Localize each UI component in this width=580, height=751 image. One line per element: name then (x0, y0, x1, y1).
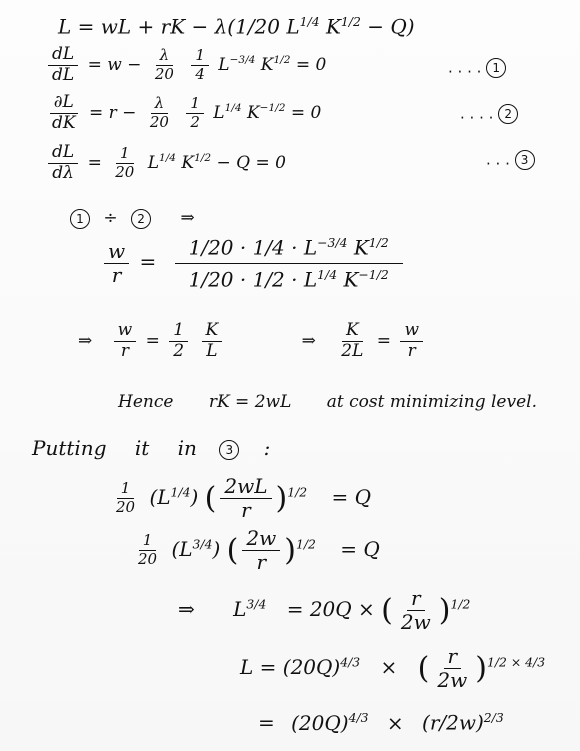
lagrangian-rhs: wL + rK − λ(1/20 L (100, 14, 300, 39)
sub5-base: (20Q) (291, 710, 349, 735)
lagrangian-lhs: L = (58, 14, 95, 39)
eq1-tail: = 0 (290, 54, 327, 75)
sub2-paren-close: ) (212, 537, 221, 561)
eq3-tag: 3 (515, 150, 535, 170)
eq2-dots: . . . . (460, 104, 494, 123)
eq3-k: K (175, 152, 195, 173)
substitution-2 (130, 528, 380, 573)
substitution-5 (258, 710, 504, 735)
eq3-fraction: $\frac{1}{20}$ (115, 144, 135, 181)
simplify-equals: = (145, 330, 160, 351)
sub1-paren-close: ) (190, 485, 199, 509)
eq2-exp1: 1/4 (224, 102, 242, 115)
derivative-dL-dL: $\frac{dL}{dL}$ (48, 46, 78, 85)
ratio-den-exp1: 1/4 (317, 266, 338, 282)
ratio-big-fraction (175, 236, 403, 290)
sub3-arrow: ⇒ (178, 597, 195, 621)
eq3-equals: = (87, 152, 102, 173)
eq2-body: L (213, 102, 225, 123)
sub2-open-bracket: ( (226, 533, 239, 568)
eq2-fraction-lambda: $\frac{\lambda}{20}$ (149, 94, 169, 131)
sub3-open-bracket: ( (381, 593, 393, 628)
equation-1 (44, 46, 326, 85)
simplify-k-over-l: $\frac{K}{L}$ (202, 322, 223, 361)
sub1-tail: = Q (331, 485, 372, 509)
divide-tag-b: 2 (131, 209, 151, 229)
ratio-line (100, 236, 407, 290)
sub1-fraction: $\frac{1}{20}$ (116, 479, 136, 516)
sub4-inner-fraction: $\frac{r}{2w}$ (437, 644, 468, 692)
derivative-dL-dK: $\frac{\partial L}{dK}$ (48, 94, 80, 133)
sub3-close-bracket: ) (438, 593, 451, 628)
eq1-reference (448, 58, 506, 78)
sub3-inner-fraction: $\frac{r}{2w}$ (400, 586, 431, 634)
sub3-mid: = 20Q × (286, 597, 375, 621)
sub5-times: × (386, 710, 404, 735)
divide-line (70, 208, 195, 229)
ratio-num-k: K (347, 235, 369, 260)
hence-note: at cost minimizing level. (326, 392, 537, 412)
divide-arrow: ⇒ (180, 208, 195, 228)
eq2-reference (460, 104, 518, 124)
sub2-close-bracket: ) (284, 533, 296, 568)
sub1-paren: (L (149, 485, 171, 509)
substitution-4 (240, 646, 545, 691)
eq2-exp2: −1/2 (259, 102, 286, 115)
sub2-paren: (L (171, 537, 193, 561)
sub4-lhs: L = (240, 655, 277, 679)
simplify-w-over-r: $\frac{w}{r}$ (114, 322, 137, 361)
sub5-equals: = (258, 710, 275, 735)
sub4-base-exp: 4/3 (340, 654, 361, 670)
equation-2 (44, 94, 321, 133)
sub3-outer-exp: 1/2 (450, 596, 471, 612)
ratio-numerator: 1/20 · 1/4 · L (188, 235, 318, 260)
eq3-exp2: 1/2 (194, 152, 212, 165)
putting-it: it (134, 436, 150, 460)
lagrangian-end: − Q) (360, 14, 415, 39)
simplify-line (78, 322, 427, 361)
simplify-k-over-2l: $\frac{K}{2L}$ (341, 320, 364, 361)
eq1-exp1: −3/4 (229, 54, 256, 67)
eq3-tail: − Q = 0 (211, 152, 286, 173)
sub2-fraction: $\frac{1}{20}$ (138, 531, 158, 568)
ratio-equals: = (139, 249, 157, 274)
lagrangian-k: K (319, 14, 341, 39)
sub1-paren-exp: 1/4 (170, 484, 191, 500)
eq2-equals: = r − (89, 102, 137, 123)
sub1-outer-exp: 1/2 (287, 484, 308, 500)
eq1-body: L (218, 54, 230, 75)
eq1-dots: . . . . (448, 58, 482, 77)
sub5-base-exp: 4/3 (348, 710, 369, 725)
simplify-half: $\frac{1}{2}$ (169, 322, 188, 361)
eq3-reference (486, 150, 535, 170)
simplify-arrow-2: ⇒ (301, 330, 316, 351)
simplify-equals-2: = (376, 330, 392, 351)
sub4-outer-exp: 1/2 × 4/3 (486, 654, 546, 670)
eq2-fraction-half: $\frac{1}{2}$ (186, 96, 204, 131)
sub5-paren-exp: 2/3 (483, 710, 504, 725)
sub1-open-bracket: ( (204, 481, 217, 516)
eq1-fraction-quarter: $\frac{1}{4}$ (191, 48, 209, 83)
putting-tag: 3 (219, 440, 239, 460)
sub2-outer-exp: 1/2 (295, 536, 316, 552)
ratio-num-exp2: 1/2 (368, 235, 389, 250)
derivative-dL-dlambda: $\frac{dL}{d\lambda}$ (48, 144, 78, 183)
lagrangian-line (58, 14, 415, 39)
divide-tag-a: 1 (70, 209, 90, 229)
sub2-tail: = Q (340, 537, 380, 561)
eq2-k: K (241, 102, 260, 123)
equation-3 (44, 144, 286, 183)
sub4-times: × (380, 655, 398, 679)
ratio-denominator: 1/20 · 1/2 · L (188, 267, 318, 292)
eq1-k: K (255, 54, 274, 75)
sub5-paren: (r/2w) (422, 710, 484, 735)
sub4-close-bracket: ) (475, 651, 487, 686)
simplify-arrow: ⇒ (78, 330, 93, 351)
hence-line (118, 392, 537, 412)
ratio-den-k: K (337, 267, 359, 292)
sub1-close-bracket: ) (275, 481, 288, 516)
sub4-base: (20Q) (282, 655, 341, 679)
sub3-lhs: L (233, 597, 247, 621)
ratio-num-exp1: −3/4 (317, 235, 348, 250)
ratio-w-over-r: $\frac{w}{r}$ (104, 241, 129, 286)
putting-word: Putting (32, 436, 107, 460)
substitution-1 (108, 476, 371, 521)
ratio-den-exp2: −1/2 (358, 266, 389, 282)
eq2-tag: 2 (498, 104, 518, 124)
eq1-fraction-lambda: $\frac{\lambda}{20}$ (154, 46, 174, 83)
lagrangian-exp1: 1/4 (299, 14, 320, 29)
simplify-w-over-r-2: $\frac{w}{r}$ (400, 322, 423, 361)
sub2-inner-fraction: $\frac{2w}{r}$ (242, 528, 280, 573)
hence-word: Hence (118, 392, 174, 412)
sub2-paren-exp: 3/4 (192, 536, 213, 552)
eq3-exp1: 1/4 (159, 152, 176, 165)
eq1-exp2: 1/2 (273, 54, 291, 67)
putting-in: in (177, 436, 197, 460)
sub3-lhs-exp: 3/4 (246, 596, 267, 612)
lagrangian-exp2: 1/2 (340, 14, 361, 29)
divide-operator: ÷ (103, 208, 118, 228)
eq1-equals: = w − (87, 54, 142, 75)
sub4-open-bracket: ( (417, 651, 430, 686)
putting-colon: : (263, 436, 271, 460)
eq3-dots: . . . (486, 150, 510, 169)
hence-expression: rK = 2wL (208, 392, 292, 412)
eq3-body: L (147, 152, 160, 173)
substitution-3 (178, 588, 470, 633)
sub1-inner-fraction: $\frac{2wL}{r}$ (220, 476, 271, 521)
eq2-tail: = 0 (285, 102, 322, 123)
eq1-tag: 1 (486, 58, 506, 78)
putting-line (32, 436, 270, 460)
